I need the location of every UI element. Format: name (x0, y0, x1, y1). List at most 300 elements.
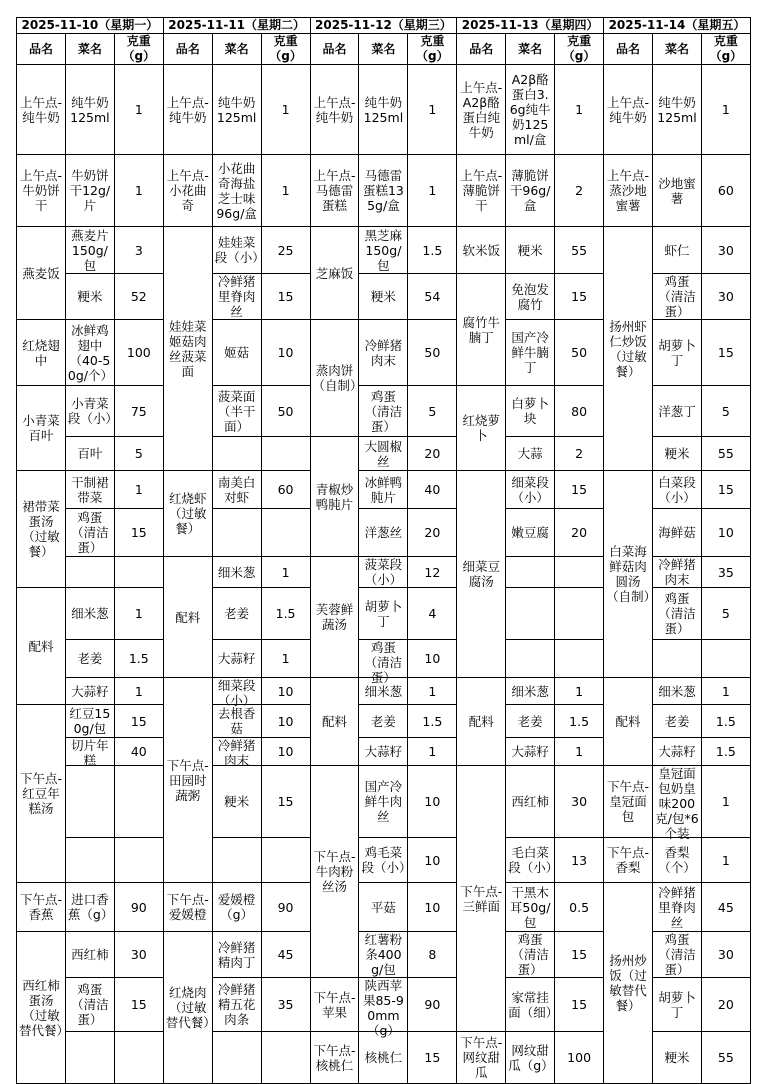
ingredient-cell-text: 白萝卜块 (511, 396, 549, 426)
meal-name-cell-text: 配料 (468, 714, 494, 729)
weight-cell (261, 437, 310, 471)
weight-cell (555, 386, 604, 437)
ingredient-cell-text: 粳米 (664, 446, 690, 461)
weight-cell-text: 1 (281, 102, 290, 117)
ingredient-cell (652, 705, 701, 738)
weight-cell-text: 50 (424, 345, 441, 360)
ingredient-cell (65, 838, 114, 883)
ingredient-cell (506, 838, 559, 883)
weight-cell (555, 65, 604, 155)
weight-cell-text: 25 (277, 242, 294, 258)
weight-cell-text: 55 (571, 242, 588, 258)
ingredient-cell (506, 978, 559, 1032)
weight-cell (114, 471, 163, 509)
weight-cell (408, 155, 457, 227)
ingredient-cell (652, 883, 701, 932)
ingredient-cell-text: 大蒜籽 (217, 651, 256, 666)
ingredient-cell-text: 切片年糕 (71, 738, 109, 768)
weight-cell (261, 386, 310, 437)
weight-cell (555, 557, 604, 588)
weight-cell-text: 20 (424, 446, 441, 461)
ingredient-cell-text: 干制裙带菜 (71, 474, 109, 505)
weight-cell-text: 15 (424, 1050, 441, 1065)
ingredient-cell-text: 纯牛奶125ml (363, 94, 404, 125)
ingredient-cell (506, 932, 555, 978)
ingredient-cell (652, 838, 701, 883)
ingredient-cell-text: 胡萝卜丁 (658, 989, 696, 1020)
meal-name-cell-text: 下午点-皇冠面包 (607, 779, 650, 824)
ingredient-cell-text: 细米葱 (658, 683, 696, 699)
ingredient-cell-text: 薄脆饼干96g/盒 (509, 168, 551, 213)
table-row (17, 471, 751, 509)
weight-cell (555, 738, 604, 766)
weight-cell (261, 509, 310, 557)
meal-name-cell-text: 上午点-蒸沙地蜜薯 (607, 168, 650, 213)
meal-name-cell-text: 配料 (175, 609, 201, 625)
meal-name-cell (457, 274, 506, 386)
weight-cell-text: 2 (575, 446, 584, 461)
ingredient-cell (506, 588, 555, 640)
column-header-dish: 菜名 (359, 34, 408, 65)
day-header-date: 2025-11-12（星期三） (310, 18, 457, 34)
ingredient-cell-text: 冰鲜鸡翅中（40-50g/个） (67, 322, 114, 383)
weight-cell (261, 766, 310, 838)
weight-cell (114, 978, 163, 1032)
ingredient-cell-text: 菠菜面（半干面） (217, 388, 256, 434)
ingredient-cell-text: 香梨（个） (658, 845, 696, 875)
weight-cell (261, 738, 310, 766)
meal-name-cell-text: 上午点-小花曲奇 (166, 168, 209, 213)
ingredient-cell (65, 883, 114, 932)
meal-name-cell-text: 芝麻饭 (315, 265, 354, 281)
weight-cell (555, 437, 604, 471)
ingredient-cell (212, 883, 261, 932)
weight-cell (408, 386, 457, 437)
ingredient-cell (506, 155, 555, 227)
weight-cell (261, 320, 310, 386)
ingredient-cell-text: 细菜段（小） (217, 678, 256, 708)
weight-cell-text: 15 (130, 525, 147, 540)
column-header-dish: 菜名 (65, 34, 114, 65)
weight-cell-text: 10 (277, 744, 294, 759)
ingredient-cell (652, 932, 701, 978)
meal-name-cell (17, 65, 66, 155)
ingredient-cell (506, 65, 555, 155)
ingredient-cell-text: 大蒜籽 (364, 744, 403, 759)
weight-cell (555, 883, 604, 932)
ingredient-cell (506, 1032, 555, 1084)
meal-name-cell (457, 471, 506, 678)
meal-name-cell (604, 883, 653, 1084)
meal-name-cell-text: 下午点-红豆年糕汤 (19, 771, 62, 816)
weight-cell-text: 45 (717, 899, 734, 915)
meal-name-cell (17, 155, 66, 227)
ingredient-cell (359, 588, 408, 640)
weight-cell (114, 838, 163, 883)
ingredient-cell (506, 471, 555, 509)
weight-cell (114, 557, 163, 588)
meal-name-cell (163, 557, 212, 678)
weight-cell (701, 838, 750, 883)
weight-cell-text: 15 (571, 947, 588, 962)
weight-cell (555, 471, 604, 509)
ingredient-cell (359, 155, 408, 227)
ingredient-cell (652, 1032, 701, 1084)
meal-name-cell (310, 227, 359, 320)
weight-cell (701, 705, 750, 738)
meal-name-cell-text: 腐竹牛腩丁 (462, 314, 501, 345)
column-header-weight: 克重（g） (261, 34, 310, 65)
weight-cell (408, 320, 457, 386)
ingredient-cell-text: 爱媛橙（g） (217, 892, 256, 922)
ingredient-cell (652, 320, 701, 386)
meal-name-cell (310, 437, 359, 557)
ingredient-cell (65, 978, 114, 1032)
meal-name-cell (17, 588, 66, 705)
meal-name-cell (604, 766, 653, 838)
meal-name-cell (310, 155, 359, 227)
meal-name-cell-text: 红烧肉（过敏替代餐） (165, 985, 216, 1030)
day-header-date: 2025-11-14（星期五） (604, 18, 751, 34)
weight-cell-text: 1.5 (715, 713, 736, 729)
weight-cell-text: 35 (277, 997, 294, 1012)
ingredient-cell-text: 陕西苹果85-90mm（g） (362, 978, 404, 1038)
weight-cell-text: 10 (277, 345, 294, 360)
ingredient-cell-text: 冰鲜鸭肫片 (364, 474, 403, 505)
weight-cell (701, 766, 750, 838)
weight-cell-text: 50 (277, 403, 294, 419)
meal-name-cell-text: 上午点-纯牛奶 (166, 94, 209, 125)
weight-cell-text: 15 (571, 482, 588, 497)
ingredient-cell-text: 马德雷蛋糕135g/盒 (362, 168, 404, 213)
weight-cell (701, 640, 750, 678)
ingredient-cell-text: 鸡蛋（清洁蛋） (511, 932, 549, 977)
meal-name-cell-text: 配料 (28, 638, 54, 654)
weight-cell (701, 678, 750, 705)
ingredient-cell-text: 老姜 (77, 651, 103, 666)
ingredient-cell (506, 437, 555, 471)
weight-cell-text: 1.5 (715, 744, 736, 759)
ingredient-cell (359, 437, 408, 471)
ingredient-cell (652, 588, 701, 640)
ingredient-cell (212, 978, 261, 1032)
ingredient-cell (359, 65, 408, 155)
weight-cell (408, 738, 457, 766)
weight-cell-text: 1 (575, 102, 584, 117)
table-row (17, 838, 751, 883)
meal-name-cell-text: 上午点-纯牛奶 (19, 94, 62, 125)
weight-cell (701, 1032, 750, 1084)
weight-cell-text: 100 (126, 345, 151, 360)
ingredient-cell-text: 胡萝卜丁 (658, 337, 696, 368)
ingredient-cell-text: 老姜 (370, 713, 396, 729)
meal-name-cell (310, 766, 359, 978)
ingredient-cell (652, 274, 701, 320)
weight-cell (114, 155, 163, 227)
weight-cell-text: 5 (721, 403, 730, 419)
ingredient-cell (652, 640, 701, 678)
ingredient-cell (359, 1032, 408, 1084)
weight-cell-text: 1.5 (422, 242, 443, 258)
weight-cell (261, 274, 310, 320)
ingredient-cell (65, 471, 114, 509)
weight-cell (555, 320, 604, 386)
ingredient-cell (652, 437, 701, 471)
ingredient-cell (506, 509, 555, 557)
weight-cell (408, 437, 457, 471)
ingredient-cell (359, 932, 408, 978)
ingredient-cell-text: 纯牛奶125ml (657, 94, 697, 125)
ingredient-cell (359, 320, 408, 386)
weight-cell-text: 10 (424, 899, 441, 915)
meal-name-cell-text: 配料 (321, 714, 347, 729)
table-row (17, 65, 751, 155)
meal-name-cell (163, 678, 212, 883)
weight-cell-text: 90 (130, 899, 147, 915)
ingredient-cell-text: 大蒜 (517, 446, 543, 461)
ingredient-cell-text: 进口香蕉（g） (67, 892, 114, 922)
weight-cell (555, 978, 604, 1032)
weight-cell-text: 2 (575, 183, 584, 198)
weight-cell-text: 1 (721, 683, 730, 699)
ingredient-cell-text: 小花曲奇海盐芝士味96g/盒 (216, 160, 257, 221)
ingredient-cell-text: 细米葱 (217, 564, 256, 580)
weight-cell-text: 15 (717, 345, 734, 360)
weight-cell (114, 640, 163, 678)
weight-cell (261, 155, 310, 227)
weight-cell (555, 509, 604, 557)
meal-name-cell (310, 1032, 359, 1084)
weight-cell-text: 1 (281, 564, 290, 580)
ingredient-cell (359, 883, 408, 932)
ingredient-cell-text: 小青菜段（小） (67, 396, 118, 426)
ingredient-cell-text: 冷鲜猪里脊肉丝 (658, 884, 696, 930)
ingredient-cell (652, 386, 701, 437)
ingredient-cell (359, 978, 408, 1038)
meal-name-cell (163, 883, 212, 932)
ingredient-cell-text: 网纹甜瓜（g） (508, 1042, 554, 1073)
ingredient-cell-text: 嫩豆腐 (511, 525, 549, 540)
weight-cell-text: 10 (424, 651, 441, 666)
ingredient-cell-text: 毛白菜段（小） (508, 845, 559, 875)
weight-cell-text: 15 (277, 794, 294, 809)
ingredient-cell-text: 鸡蛋（清洁蛋） (364, 388, 403, 434)
weight-cell-text: 1 (428, 744, 437, 759)
ingredient-cell-text: 免泡发腐竹 (511, 281, 549, 312)
weight-cell-text: 1.5 (128, 651, 149, 666)
ingredient-cell (359, 766, 408, 838)
weight-cell-text: 20 (571, 525, 588, 540)
ingredient-cell (359, 838, 412, 883)
weight-cell (408, 274, 457, 320)
weight-cell (114, 1032, 163, 1084)
ingredient-cell (65, 640, 114, 678)
meal-name-cell (163, 227, 212, 471)
column-header-name: 品名 (310, 34, 359, 65)
weight-cell-text: 30 (571, 794, 588, 809)
weight-cell-text: 60 (277, 482, 294, 497)
weight-cell-text: 75 (130, 403, 147, 419)
ingredient-cell (212, 640, 261, 678)
ingredient-cell (212, 65, 261, 155)
weight-cell-text: 15 (130, 713, 147, 729)
meal-name-cell-text: 裙带菜蛋汤（过敏餐） (22, 499, 60, 559)
ingredient-cell (212, 509, 261, 557)
weight-cell (555, 766, 604, 838)
ingredient-cell-text: 海鲜菇 (658, 525, 696, 540)
weight-cell-text: 55 (717, 1050, 734, 1065)
meal-name-cell-text: 细菜豆腐汤 (462, 559, 501, 589)
ingredient-cell-text: 鸡蛋（清洁蛋） (658, 591, 696, 636)
meal-name-cell-text: 红烧虾（过敏餐） (168, 491, 207, 536)
weight-cell (555, 640, 604, 678)
weight-cell (261, 471, 310, 509)
weight-cell (701, 437, 750, 471)
ingredient-cell-text: 冷鲜猪肉末 (217, 738, 256, 768)
ingredient-cell (652, 509, 701, 557)
weight-cell-text: 1 (134, 482, 143, 497)
meal-name-cell (457, 155, 506, 227)
weight-cell (408, 65, 457, 155)
meal-name-cell-text: 青椒炒鸭肫片 (315, 481, 354, 512)
weight-cell (114, 386, 163, 437)
weight-cell-text: 5 (134, 446, 143, 461)
ingredient-cell (65, 155, 114, 227)
ingredient-cell-text: 百叶 (77, 446, 103, 461)
weight-cell-text: 10 (424, 852, 441, 868)
ingredient-cell-text: 冷鲜猪肉末 (658, 557, 696, 587)
meal-name-cell-text: 小青菜百叶 (22, 413, 60, 443)
weight-cell (261, 838, 310, 883)
meal-name-cell-text: 西红柿蛋汤（过敏替代餐） (19, 977, 70, 1038)
weight-cell (555, 155, 604, 227)
meal-name-cell-text: 下午点-苹果 (313, 989, 356, 1020)
weight-cell (555, 227, 604, 274)
weight-cell (701, 883, 750, 932)
table-row (17, 766, 751, 838)
ingredient-cell-text: 老姜 (224, 606, 250, 621)
weight-cell (555, 932, 604, 978)
ingredient-cell (212, 320, 261, 386)
meal-name-cell-text: 软米饭 (462, 242, 501, 258)
weight-cell-text: 40 (424, 482, 441, 497)
weight-cell-text: 15 (130, 997, 147, 1012)
ingredient-cell-text: 纯牛奶125ml (216, 94, 257, 125)
ingredient-cell-text: 细菜段（小） (511, 474, 549, 505)
weight-cell (408, 640, 457, 678)
weight-cell-text: 1 (575, 683, 584, 699)
meal-name-cell (17, 883, 66, 932)
weight-cell (408, 883, 457, 932)
weight-cell-text: 52 (130, 289, 147, 304)
column-header-weight: 克重（g） (114, 34, 163, 65)
day-header-date: 2025-11-10（星期一） (17, 18, 164, 34)
ingredient-cell-text: 沙地蜜薯 (658, 175, 696, 206)
ingredient-cell (212, 766, 261, 838)
meal-name-cell (310, 65, 359, 155)
ingredient-cell-text: 去根香菇 (217, 706, 256, 736)
meal-name-cell (17, 227, 66, 320)
ingredient-cell-text: 鸡蛋（清洁蛋） (658, 932, 696, 977)
meal-name-cell (457, 1032, 506, 1084)
weight-cell-text: 45 (277, 947, 294, 962)
meal-name-cell (457, 65, 506, 155)
ingredient-cell (652, 155, 701, 227)
ingredient-cell-text: 老姜 (517, 713, 543, 729)
weight-cell-text: 15 (571, 997, 588, 1012)
meal-name-cell-text: 下午点-核桃仁 (313, 1042, 356, 1073)
weight-cell-text: 3 (134, 242, 143, 258)
weight-cell (261, 883, 310, 932)
ingredient-cell (506, 678, 555, 705)
ingredient-cell (359, 738, 408, 766)
weight-cell-text: 55 (717, 446, 734, 461)
weight-cell-text: 0.5 (569, 899, 590, 915)
ingredient-cell-text: 鸡蛋（清洁蛋） (364, 640, 403, 685)
ingredient-cell-text: 大圆椒丝 (364, 438, 403, 469)
meal-name-cell-text: 上午点-A2β酪蛋白纯牛奶 (460, 79, 503, 140)
weight-cell-text: 50 (571, 345, 588, 360)
meal-name-cell (604, 155, 653, 227)
weight-cell-text: 100 (567, 1050, 592, 1065)
weight-cell (701, 588, 750, 640)
weight-cell (261, 640, 310, 678)
ingredient-cell (212, 227, 265, 274)
ingredient-cell-text: 核桃仁 (364, 1050, 403, 1065)
meal-name-cell (310, 978, 359, 1032)
ingredient-cell (212, 588, 261, 640)
ingredient-cell-text: 牛奶饼干12g/片 (69, 168, 111, 213)
weight-cell-text: 20 (717, 997, 734, 1012)
weight-cell-text: 1 (428, 683, 437, 699)
ingredient-cell-text: 洋葱丝 (364, 525, 403, 540)
ingredient-cell-text: 燕麦片150g/包 (71, 227, 109, 273)
meal-name-cell (163, 932, 216, 1084)
ingredient-cell-text: 细米葱 (364, 683, 403, 699)
ingredient-cell (212, 1032, 261, 1084)
column-header-weight: 克重（g） (701, 34, 750, 65)
ingredient-cell-text: 国产冷鲜牛腩丁 (511, 330, 549, 375)
weight-cell-text: 30 (717, 289, 734, 304)
meal-name-cell (17, 932, 70, 1084)
weight-cell-text: 10 (717, 525, 734, 540)
ingredient-cell-text: 纯牛奶125ml (70, 94, 110, 125)
weight-cell-text: 10 (277, 683, 294, 699)
ingredient-cell-text: 冷鲜猪里脊肉丝 (217, 274, 256, 319)
ingredient-cell (652, 738, 701, 766)
weight-cell-text: 30 (717, 242, 734, 258)
weight-cell (555, 838, 604, 883)
weight-cell (408, 1032, 457, 1084)
ingredient-cell (65, 227, 114, 274)
meal-name-cell-text: 下午点-香蕉 (19, 892, 62, 922)
ingredient-cell-text: 皇冠面包奶皇味200克/包*6个装 (655, 766, 699, 841)
weight-cell (555, 678, 604, 705)
ingredient-cell (359, 509, 408, 557)
ingredient-cell (359, 640, 408, 685)
weight-cell (555, 1032, 604, 1084)
weight-cell-text: 1.5 (422, 713, 443, 729)
weight-cell-text: 15 (277, 289, 294, 304)
weight-cell-text: 1 (281, 651, 290, 666)
weight-cell-text: 35 (717, 564, 734, 580)
ingredient-cell (65, 678, 114, 705)
weight-cell (701, 65, 750, 155)
meal-name-cell-text: 上午点-纯牛奶 (313, 94, 356, 125)
column-header-name: 品名 (17, 34, 66, 65)
weight-cell (261, 705, 310, 738)
ingredient-cell-text: 平菇 (370, 899, 396, 915)
